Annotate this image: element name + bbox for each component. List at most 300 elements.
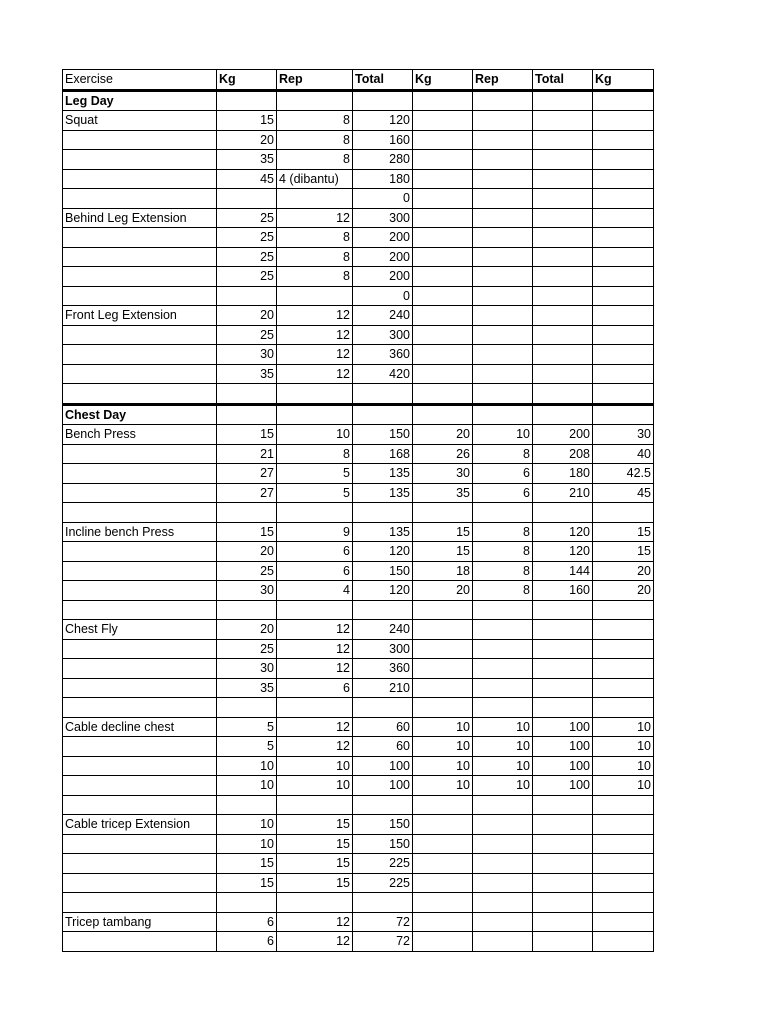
rep-cell: [473, 893, 533, 913]
rep-cell: 12: [277, 306, 353, 326]
rep-cell: 10: [473, 756, 533, 776]
kg-cell: 15: [217, 425, 277, 445]
exercise-cell: [63, 228, 217, 248]
kg-cell: [593, 815, 654, 835]
total-cell: 210: [353, 678, 413, 698]
kg-cell: 18: [413, 561, 473, 581]
header-row: [63, 70, 654, 91]
rep-cell: [473, 169, 533, 189]
kg-cell: [593, 150, 654, 170]
rep-cell: [473, 639, 533, 659]
total-cell: 200: [533, 425, 593, 445]
table-row: [63, 854, 654, 874]
total-cell: 360: [353, 345, 413, 365]
kg-cell: [593, 345, 654, 365]
kg-cell: [413, 698, 473, 718]
exercise-cell: [63, 286, 217, 306]
kg-cell: [593, 169, 654, 189]
kg-cell: 25: [217, 325, 277, 345]
rep-cell: [473, 130, 533, 150]
total-cell: [533, 247, 593, 267]
total-cell: [533, 169, 593, 189]
kg-cell: 10: [217, 815, 277, 835]
rep-cell: 6: [473, 483, 533, 503]
table-row: [63, 717, 654, 737]
table-row: [63, 698, 654, 718]
kg-cell: [593, 620, 654, 640]
exercise-cell: [63, 932, 217, 952]
total-cell: [533, 150, 593, 170]
rep-cell: 15: [277, 815, 353, 835]
kg-cell: 21: [217, 444, 277, 464]
rep-cell: [277, 795, 353, 815]
kg-cell: [593, 189, 654, 209]
total-cell: 200: [353, 228, 413, 248]
kg-cell: [413, 912, 473, 932]
kg-cell: 25: [217, 639, 277, 659]
total-cell: [533, 503, 593, 523]
kg-cell: [217, 286, 277, 306]
total-cell: 180: [533, 464, 593, 484]
table-row: [63, 893, 654, 913]
kg-cell: 20: [217, 306, 277, 326]
rep-cell: [473, 325, 533, 345]
total-cell: 225: [353, 854, 413, 874]
total-cell: [533, 364, 593, 384]
total-cell: 240: [353, 620, 413, 640]
kg-cell: 10: [413, 737, 473, 757]
kg-cell: [593, 834, 654, 854]
rep-cell: [473, 795, 533, 815]
rep-cell: 12: [277, 737, 353, 757]
rep-cell: [473, 815, 533, 835]
kg-cell: [413, 834, 473, 854]
table-row: [63, 600, 654, 620]
kg-cell: 15: [217, 111, 277, 131]
total-cell: [533, 912, 593, 932]
table-row: [63, 756, 654, 776]
table-row: [63, 267, 654, 287]
exercise-cell: [63, 600, 217, 620]
kg-cell: [413, 873, 473, 893]
kg-cell: 20: [593, 561, 654, 581]
rep-cell: [473, 150, 533, 170]
kg-cell: [413, 620, 473, 640]
total-cell: [533, 639, 593, 659]
table-row: [63, 483, 654, 503]
total-cell: 225: [353, 873, 413, 893]
kg-cell: 15: [593, 522, 654, 542]
rep-cell: 8: [277, 267, 353, 287]
rep-cell: 10: [473, 776, 533, 796]
total-cell: 120: [353, 111, 413, 131]
total-cell: 100: [353, 756, 413, 776]
total-cell: [533, 795, 593, 815]
total-cell: 150: [353, 815, 413, 835]
kg-cell: 35: [217, 364, 277, 384]
kg-cell: [593, 932, 654, 952]
exercise-cell: Chest Fly: [63, 620, 217, 640]
rep-cell: [473, 873, 533, 893]
kg-cell: [413, 267, 473, 287]
table-row: [63, 834, 654, 854]
rep-cell: 10: [473, 737, 533, 757]
kg-cell: [217, 503, 277, 523]
kg-cell: [593, 893, 654, 913]
kg-cell: [593, 698, 654, 718]
rep-cell: [473, 90, 533, 111]
total-cell: 150: [353, 561, 413, 581]
rep-cell: 9: [277, 522, 353, 542]
total-cell: [353, 384, 413, 405]
rep-cell: [277, 90, 353, 111]
kg-cell: [593, 111, 654, 131]
rep-cell: 8: [277, 111, 353, 131]
kg-cell: 20: [593, 581, 654, 601]
total-cell: [533, 893, 593, 913]
total-cell: [533, 208, 593, 228]
kg-cell: [593, 228, 654, 248]
total-cell: [533, 286, 593, 306]
total-cell: 208: [533, 444, 593, 464]
kg-cell: [413, 795, 473, 815]
table-row: [63, 444, 654, 464]
exercise-cell: Squat: [63, 111, 217, 131]
exercise-cell: [63, 189, 217, 209]
total-cell: 240: [353, 306, 413, 326]
total-cell: [533, 306, 593, 326]
exercise-cell: [63, 503, 217, 523]
kg-cell: [593, 404, 654, 425]
exercise-cell: Front Leg Extension: [63, 306, 217, 326]
rep-cell: [473, 834, 533, 854]
kg-cell: 20: [413, 581, 473, 601]
total-cell: 160: [533, 581, 593, 601]
rep-cell: [473, 698, 533, 718]
table-row: [63, 561, 654, 581]
total-cell: 60: [353, 717, 413, 737]
table-row: [63, 464, 654, 484]
rep-cell: [473, 600, 533, 620]
header-total-1: Total: [353, 70, 413, 91]
kg-cell: [593, 795, 654, 815]
total-cell: 300: [353, 325, 413, 345]
total-cell: [533, 228, 593, 248]
total-cell: 135: [353, 464, 413, 484]
exercise-cell: [63, 384, 217, 405]
total-cell: [533, 678, 593, 698]
exercise-cell: [63, 659, 217, 679]
rep-cell: 4 (dibantu): [277, 169, 353, 189]
rep-cell: [473, 189, 533, 209]
rep-cell: 6: [277, 561, 353, 581]
kg-cell: [413, 404, 473, 425]
rep-cell: [473, 854, 533, 874]
total-cell: 120: [533, 542, 593, 562]
rep-cell: 12: [277, 325, 353, 345]
rep-cell: 10: [473, 717, 533, 737]
total-cell: [533, 932, 593, 952]
kg-cell: 45: [217, 169, 277, 189]
kg-cell: [413, 503, 473, 523]
total-cell: 100: [533, 756, 593, 776]
rep-cell: 12: [277, 345, 353, 365]
kg-cell: 6: [217, 912, 277, 932]
exercise-cell: [63, 698, 217, 718]
exercise-cell: [63, 464, 217, 484]
kg-cell: [593, 600, 654, 620]
header-kg-1: Kg: [217, 70, 277, 91]
total-cell: 100: [533, 717, 593, 737]
kg-cell: [413, 659, 473, 679]
kg-cell: [217, 893, 277, 913]
total-cell: [353, 404, 413, 425]
rep-cell: 8: [473, 522, 533, 542]
kg-cell: [217, 90, 277, 111]
total-cell: [533, 345, 593, 365]
kg-cell: 35: [217, 150, 277, 170]
kg-cell: 6: [217, 932, 277, 952]
total-cell: [533, 600, 593, 620]
total-cell: 120: [533, 522, 593, 542]
rep-cell: 10: [277, 425, 353, 445]
header-kg-3: Kg: [593, 70, 654, 91]
total-cell: [533, 854, 593, 874]
kg-cell: 30: [413, 464, 473, 484]
total-cell: 200: [353, 267, 413, 287]
kg-cell: [413, 169, 473, 189]
header-kg-2: Kg: [413, 70, 473, 91]
kg-cell: 15: [217, 522, 277, 542]
rep-cell: [473, 228, 533, 248]
total-cell: 72: [353, 912, 413, 932]
rep-cell: 15: [277, 873, 353, 893]
exercise-cell: [63, 345, 217, 365]
rep-cell: 6: [473, 464, 533, 484]
kg-cell: [413, 130, 473, 150]
kg-cell: [413, 208, 473, 228]
exercise-cell: [63, 169, 217, 189]
rep-cell: [473, 247, 533, 267]
kg-cell: [593, 854, 654, 874]
total-cell: [533, 325, 593, 345]
rep-cell: [277, 893, 353, 913]
rep-cell: [473, 111, 533, 131]
total-cell: [533, 834, 593, 854]
kg-cell: [413, 111, 473, 131]
table-row: [63, 737, 654, 757]
exercise-cell: [63, 364, 217, 384]
table-row: [63, 542, 654, 562]
kg-cell: [413, 325, 473, 345]
rep-cell: 12: [277, 932, 353, 952]
kg-cell: 10: [217, 756, 277, 776]
total-cell: [533, 659, 593, 679]
rep-cell: 8: [473, 444, 533, 464]
kg-cell: 35: [413, 483, 473, 503]
total-cell: [533, 90, 593, 111]
kg-cell: [593, 384, 654, 405]
total-cell: [533, 698, 593, 718]
total-cell: 300: [353, 639, 413, 659]
rep-cell: 12: [277, 717, 353, 737]
rep-cell: 8: [277, 247, 353, 267]
kg-cell: [593, 130, 654, 150]
rep-cell: 8: [473, 561, 533, 581]
header-rep-2: Rep: [473, 70, 533, 91]
kg-cell: [413, 90, 473, 111]
total-cell: 120: [353, 581, 413, 601]
total-cell: 150: [353, 834, 413, 854]
table-row: [63, 639, 654, 659]
exercise-cell: [63, 444, 217, 464]
kg-cell: [413, 639, 473, 659]
table-row: [63, 425, 654, 445]
total-cell: 300: [353, 208, 413, 228]
kg-cell: 25: [217, 247, 277, 267]
kg-cell: 10: [593, 756, 654, 776]
exercise-cell: [63, 325, 217, 345]
rep-cell: [277, 286, 353, 306]
total-cell: [533, 404, 593, 425]
rep-cell: [473, 286, 533, 306]
total-cell: 280: [353, 150, 413, 170]
total-cell: [533, 189, 593, 209]
exercise-cell: Chest Day: [63, 404, 217, 425]
rep-cell: [277, 503, 353, 523]
rep-cell: [473, 384, 533, 405]
kg-cell: 15: [413, 542, 473, 562]
kg-cell: 25: [217, 267, 277, 287]
header-rep-1: Rep: [277, 70, 353, 91]
total-cell: 168: [353, 444, 413, 464]
table-row: [63, 404, 654, 425]
table-row: [63, 873, 654, 893]
rep-cell: 8: [473, 542, 533, 562]
kg-cell: 27: [217, 483, 277, 503]
kg-cell: 15: [217, 854, 277, 874]
kg-cell: 20: [217, 130, 277, 150]
kg-cell: [593, 678, 654, 698]
total-cell: [533, 815, 593, 835]
kg-cell: [413, 306, 473, 326]
rep-cell: 12: [277, 364, 353, 384]
total-cell: 180: [353, 169, 413, 189]
total-cell: 160: [353, 130, 413, 150]
rep-cell: 15: [277, 854, 353, 874]
total-cell: [533, 267, 593, 287]
table-row: [63, 150, 654, 170]
table-row: [63, 364, 654, 384]
table-body: [63, 90, 654, 951]
kg-cell: 30: [593, 425, 654, 445]
kg-cell: [413, 854, 473, 874]
exercise-cell: [63, 483, 217, 503]
total-cell: [533, 111, 593, 131]
rep-cell: [277, 698, 353, 718]
kg-cell: 35: [217, 678, 277, 698]
table-row: [63, 932, 654, 952]
kg-cell: 20: [413, 425, 473, 445]
exercise-cell: [63, 247, 217, 267]
kg-cell: [413, 286, 473, 306]
kg-cell: 30: [217, 659, 277, 679]
rep-cell: [473, 364, 533, 384]
table-row: [63, 776, 654, 796]
rep-cell: 12: [277, 620, 353, 640]
exercise-cell: Cable tricep Extension: [63, 815, 217, 835]
kg-cell: [593, 208, 654, 228]
kg-cell: [593, 267, 654, 287]
rep-cell: 8: [277, 444, 353, 464]
kg-cell: 15: [413, 522, 473, 542]
total-cell: 135: [353, 483, 413, 503]
table-row: [63, 208, 654, 228]
kg-cell: [593, 659, 654, 679]
exercise-cell: [63, 776, 217, 796]
kg-cell: 30: [217, 345, 277, 365]
kg-cell: 10: [593, 776, 654, 796]
total-cell: [353, 600, 413, 620]
total-cell: 100: [533, 737, 593, 757]
rep-cell: 6: [277, 678, 353, 698]
rep-cell: [473, 912, 533, 932]
rep-cell: [473, 208, 533, 228]
table-row: [63, 90, 654, 111]
exercise-cell: [63, 130, 217, 150]
total-cell: 100: [353, 776, 413, 796]
kg-cell: 10: [413, 717, 473, 737]
total-cell: [533, 384, 593, 405]
total-cell: [353, 90, 413, 111]
exercise-cell: [63, 737, 217, 757]
header-exercise: Exercise: [63, 70, 217, 91]
kg-cell: 10: [413, 776, 473, 796]
total-cell: [353, 893, 413, 913]
rep-cell: 12: [277, 912, 353, 932]
exercise-cell: [63, 678, 217, 698]
kg-cell: [593, 503, 654, 523]
workout-log-table: [62, 69, 654, 952]
kg-cell: 20: [217, 542, 277, 562]
table-row: [63, 306, 654, 326]
kg-cell: [413, 600, 473, 620]
table-row: [63, 581, 654, 601]
exercise-cell: [63, 854, 217, 874]
kg-cell: [593, 286, 654, 306]
total-cell: 60: [353, 737, 413, 757]
table-row: [63, 503, 654, 523]
kg-cell: [413, 150, 473, 170]
kg-cell: 42.5: [593, 464, 654, 484]
rep-cell: [473, 404, 533, 425]
exercise-cell: [63, 267, 217, 287]
kg-cell: 10: [593, 717, 654, 737]
kg-cell: 10: [217, 834, 277, 854]
table-row: [63, 912, 654, 932]
kg-cell: 15: [593, 542, 654, 562]
exercise-cell: [63, 795, 217, 815]
kg-cell: 10: [217, 776, 277, 796]
kg-cell: [413, 228, 473, 248]
table-row: [63, 286, 654, 306]
rep-cell: [277, 404, 353, 425]
rep-cell: [473, 932, 533, 952]
total-cell: 135: [353, 522, 413, 542]
rep-cell: 12: [277, 639, 353, 659]
kg-cell: [413, 364, 473, 384]
kg-cell: [593, 912, 654, 932]
